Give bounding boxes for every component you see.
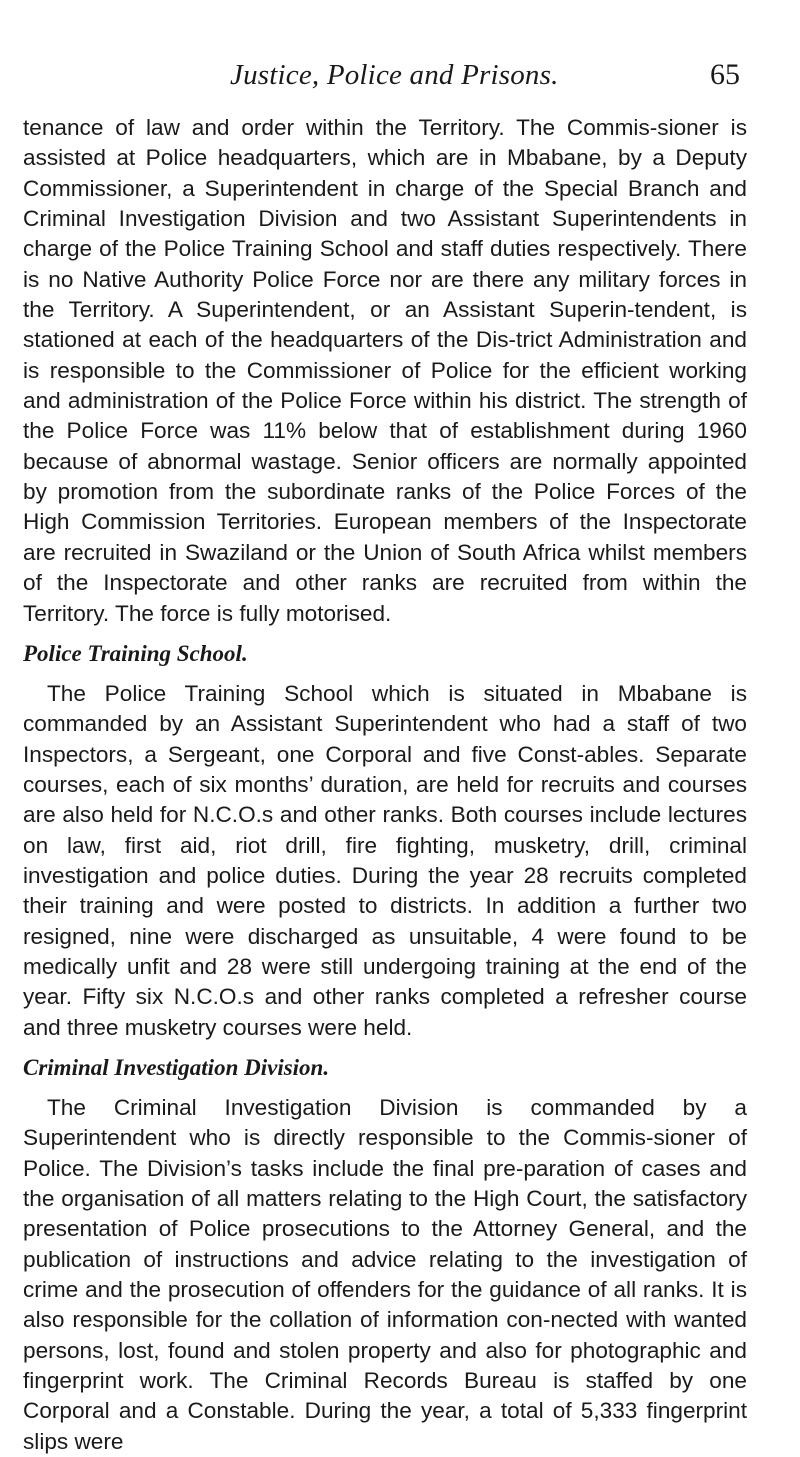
body-text bbox=[23, 113, 747, 1457]
running-header bbox=[0, 58, 800, 98]
heading-criminal-investigation-division: Criminal Investigation Division. bbox=[23, 1054, 330, 1080]
running-title: Justice, Police and Prisons. bbox=[230, 59, 559, 91]
paragraph-police-training-school: The Police Training School which is situated in Mbabane is commanded by an Assistant Superintendent who had a staff of two Inspectors, a Sergeant, one Corporal and five Const-ables. Separate courses, each of six months’ duration, are held for recruits and courses are also held for N.C.O.s and other ranks. Both courses include lectures on law, first aid, riot drill, fire fighting, musketry, drill, criminal investigation and police duties. During the year 28 recruits completed their training and were posted to districts. In addition a further two resigned, nine were discharged as unsuitable, 4 were found to be medically unfit and 28 were still undergoing training at the end of the year. Fifty six N.C.O.s and other ranks completed a refresher course and three musketry courses were held. bbox=[23, 680, 747, 1040]
page-number: 65 bbox=[710, 58, 740, 91]
heading-police-training-school: Police Training School. bbox=[23, 640, 248, 666]
paragraph-criminal-investigation-division: The Criminal Investigation Division is commanded by a Superintendent who is directly responsible to the Commis-sioner of Police. The Division’s tasks include the final pre-paration of cases and the organisation of all matters relating to the High Court, the satisfactory presentation of Police prosecutions to the Attorney General, and the publication of instructions and advice relating to the investigation of crime and the prosecution of offenders for the guidance of all ranks. It is also responsible for the collation of information con-nected with wanted persons, lost, found and stolen property and also for photographic and fingerprint work. The Criminal Records Bureau is staffed by one Corporal and a Constable. During the year, a total of 5,333 fingerprint slips were bbox=[23, 1094, 747, 1454]
paragraph-police-administration: tenance of law and order within the Territory. The Commis-sioner is assisted at Police headquarters, which are in Mbabane, by a Deputy Commissioner, a Superintendent in charge of the Special Branch and Criminal Investigation Division and two Assistant Superintendents in charge of the Police Training School and staff duties respectively. There is no Native Authority Police Force nor are there any military forces in the Territory. A Superintendent, or an Assistant Superin-tendent, is stationed at each of the headquarters of the Dis-trict Administration and is responsible to the Commissioner of Police for the efficient working and administration of the Police Force within his district. The strength of the Police Force was 11% below that of establishment during 1960 because of abnormal wastage. Senior officers are normally appointed by promotion from the subordinate ranks of the Police Forces of the High Commission Territories. European members of the Inspectorate are recruited in Swaziland or the Union of South Africa whilst members of the Inspectorate and other ranks are recruited from within the Territory. The force is fully motorised. bbox=[23, 115, 747, 626]
